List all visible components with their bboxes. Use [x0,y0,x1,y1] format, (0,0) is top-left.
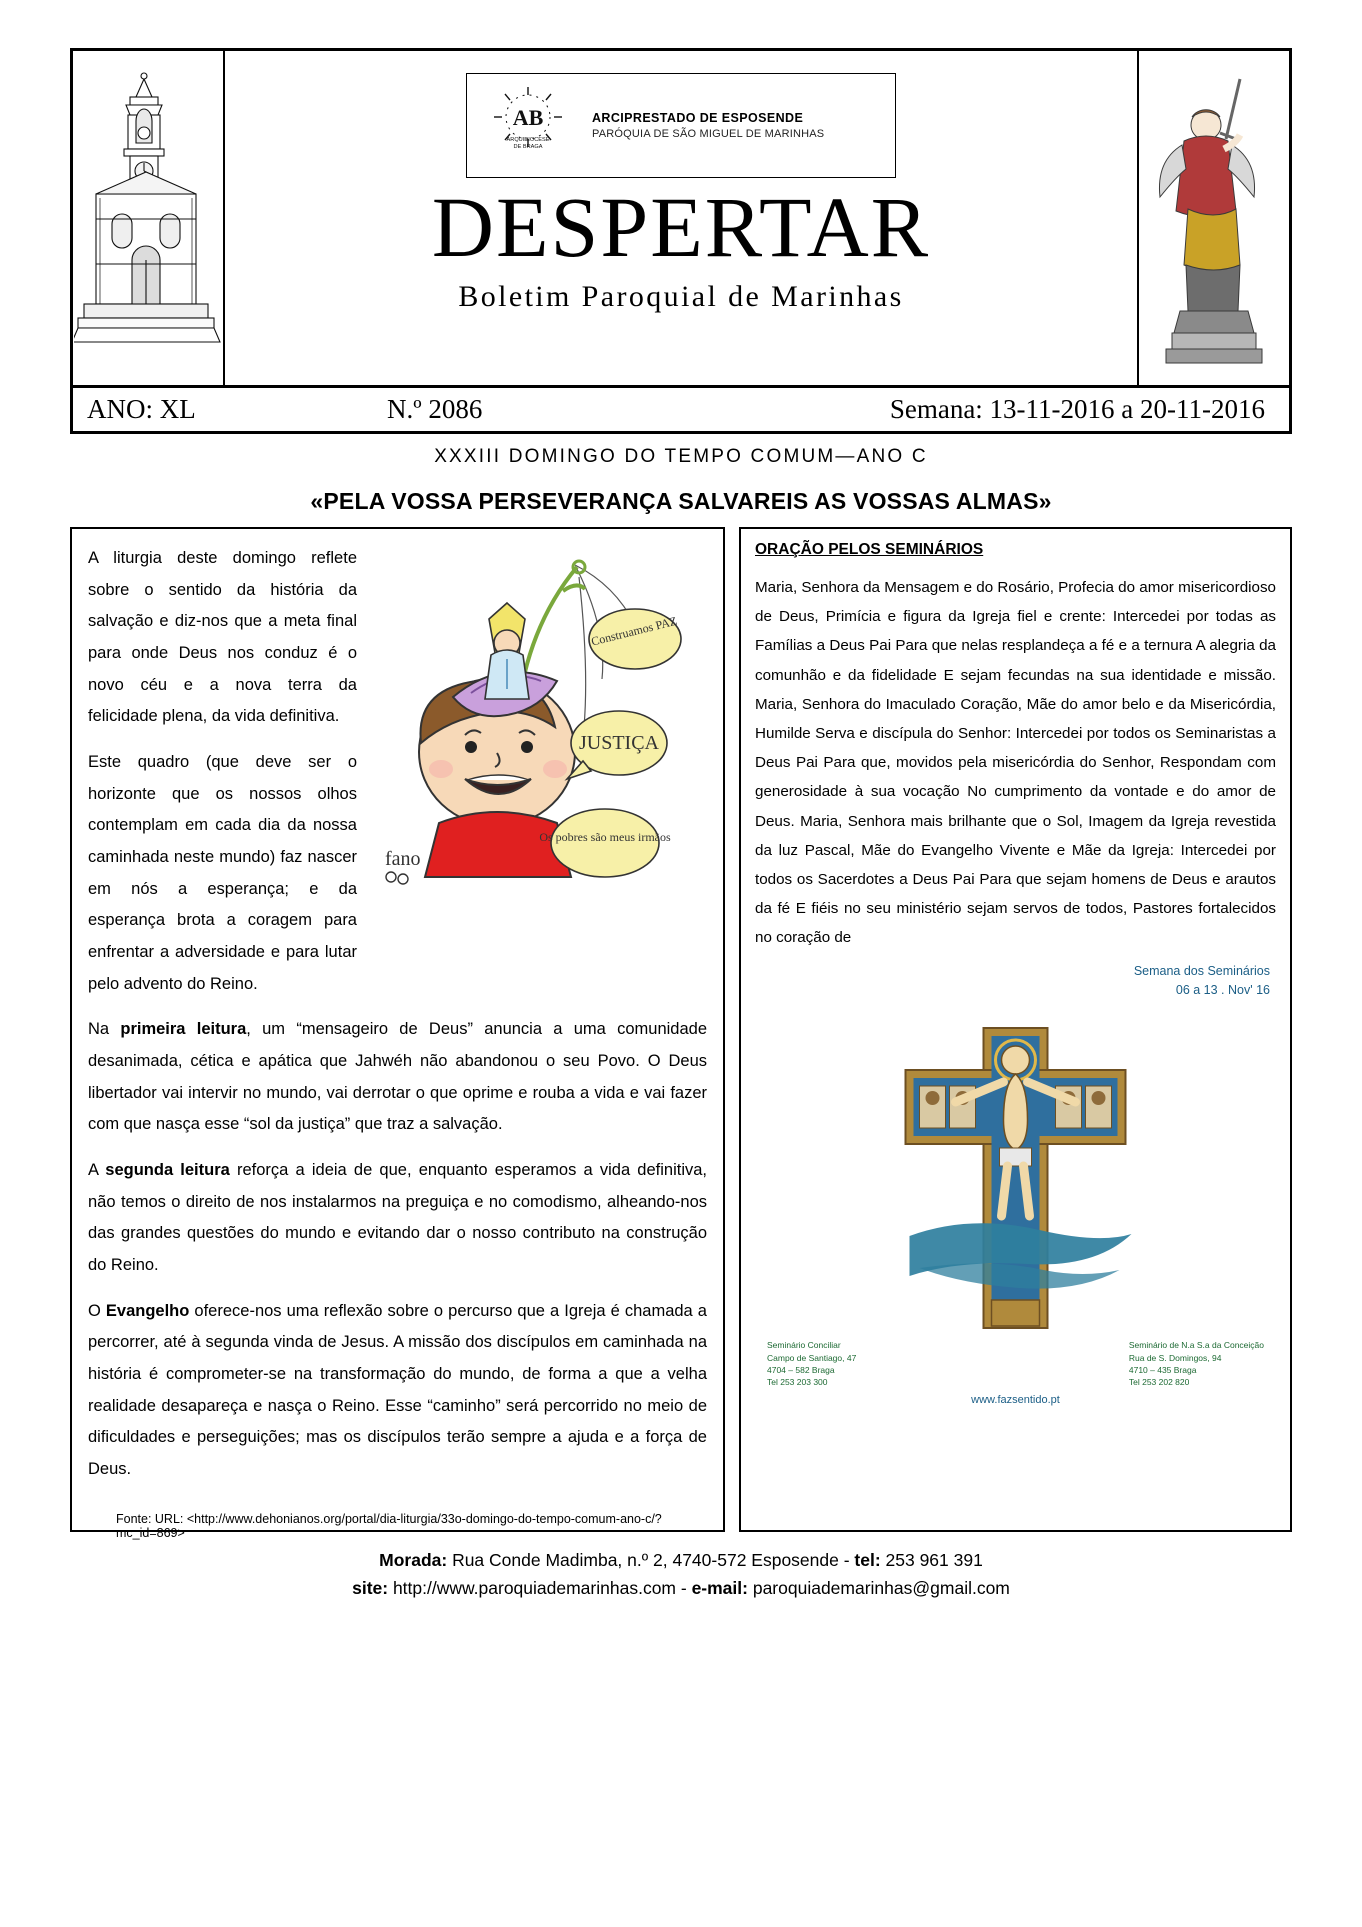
issue-year: ANO: XL [87,394,196,424]
arquidiocese-logo-icon [481,83,576,168]
poster-footer-left-2: Campo de Santiago, 47 [767,1352,857,1363]
article-column [70,527,725,1540]
p4-pre: A [88,1161,106,1180]
poster-footer-right-4: Tel 253 202 820 [1128,1377,1190,1388]
issue-week: Semana: 13-11-2016 a 20-11-2016 [889,394,1265,424]
poster-footer-left-3: 4704 – 582 Braga [767,1364,835,1375]
site-label: site: [352,1578,389,1598]
contact-footer [70,1546,1292,1602]
poster-footer-right [1129,1339,1264,1388]
lead-wrap [88,543,707,1014]
seminary-week-poster [755,962,1276,1392]
site-value: http://www.paroquiademarinhas.com - [388,1578,692,1598]
logo-text-block [592,110,824,142]
poster-header-line1: Semana dos Seminários [1133,964,1270,979]
poster-footer-left [767,1339,856,1388]
arciprestado-label: ARCIPRESTADO DE ESPOSENDE [592,110,804,125]
cartoon-illustration [367,547,707,947]
poster-footer-right-2: Rua de S. Domingos, 94 [1128,1352,1222,1363]
email-value: paroquiademarinhas@gmail.com [747,1578,1010,1598]
content-area [70,527,1292,1540]
cartoon-bubble-1: Construamos PAZ [589,613,679,649]
prayer-column [739,527,1292,1532]
masthead-left-image [73,51,225,385]
issue-bar [70,388,1292,434]
prayer-text: Maria, Senhora da Mensagem e do Rosário, Profecia do amor misericordioso de Deus, Primícia e figura da Igreja fiel e crente: Intercedei por todas as Famílias a Deus Pai Para que nelas resplandeça a fé e a ternura A alegria da comunhão e da fidelidade E sejam fecundas na sua identidade e missão. Maria, Senhora do Imaculado Coração, Mãe do amor belo e da Misericórdia, Humilde Serva e discípula do Senhor: Intercedei por todos os Seminaristas a Deus Pai Para que, movidos pela misericórdia do Senhor, Respondam com generosidade à sua vocação No cumprimento da vontade e do amor de Deus. Maria, Senhora mais brilhante que o Sol, Imagem da Igreja revestida da luz Pascal, Mãe do Evangelho Vivente e Mãe da Igreja: Intercedei por todos os Sacerdotes a Deus Pai Para que sejam homens de Deus e arautos da fé E fiéis no seu ministério sejam servos de todos, Pastores fortalecidos no coração de [755,579,1276,947]
lead-paragraph: A liturgia deste domingo reflete sobre o sentido da história da salvação e diz-nos que a meta final para onde Deus nos conduz é o novo céu e a nova terra da felicidade plena, da vida definitiva. [88,549,357,726]
saint-michael-illustration [1144,69,1284,369]
logo-mark-sub1: ARQUIDIOCESE [506,137,550,143]
church-illustration [74,59,222,369]
liturgical-sunday-line: XXXIII DOMINGO DO TEMPO COMUM—ANO C [434,446,928,467]
tel-label: tel: [854,1550,881,1570]
poster-footer-left-1: Seminário Conciliar [767,1340,841,1351]
publication-subtitle: Boletim Paroquial de Marinhas [458,280,904,313]
page-title: «PELA VOSSA PERSEVERANÇA SALVAREIS AS VOSSAS ALMAS» [310,488,1052,514]
masthead-center [225,51,1137,385]
paroquia-label: PARÓQUIA DE SÃO MIGUEL DE MARINHAS [592,127,825,140]
poster-website: www.fazsentido.pt [971,1394,1060,1407]
p3-bold: primeira leitura [120,1020,247,1039]
poster-header [755,962,1276,1000]
poster-footer [755,1339,1276,1388]
crucifix-illustration [755,1000,1276,1360]
footer-line-2 [70,1574,1292,1602]
email-label: e-mail: [691,1578,748,1598]
cartoon-signature: fano [385,848,421,870]
p5-pre: O [88,1301,106,1320]
morada-value: Rua Conde Madimba, n.º 2, 4740-572 Esposende - [447,1550,855,1570]
paragraph-gospel [88,1296,707,1486]
p4-post: reforça a ideia de que, enquanto esperamos a vida definitiva, não temos o direito de nos instalarmos na preguiça e no comodismo, alheando-nos das grandes questões do mundo e evitando dar o nosso contributo na construção do Reino. [88,1161,708,1275]
p4-bold: segunda leitura [105,1161,230,1180]
publication-title: DESPERTAR [431,179,931,275]
morada-label: Morada: [379,1550,448,1570]
logo-mark-sub2: DE BRAGA [513,144,543,150]
p3-post: , um “mensageiro de Deus” anuncia a uma comunidade desanimada, cética e apática que Jahwéh não abandonou o seu Povo. O Deus libertador vai intervir no mundo, vai derrotar o que oprime e rouba a vida e vai fazer com que nasça esse “sol da justiça” que traz a salvação. [88,1020,707,1134]
prayer-title: ORAÇÃO PELOS SEMINÁRIOS [755,541,984,558]
diocese-logo-box [466,73,896,178]
footer-line-1 [70,1546,1292,1574]
source-citation: Fonte: URL: <http://www.dehonianos.org/portal/dia-liturgia/33o-domingo-do-tempo-comum-ano-c/?mc_id=869> [116,1511,662,1540]
lead-paragraph-2: Este quadro (que deve ser o horizonte que os nossos olhos contemplam em cada dia da nossa caminhada neste mundo) faz nascer em nós a esperança; e da esperança brota a coragem para enfrentar a adversidade e para lutar pelo advento do Reino. [88,753,357,993]
poster-header-line2: 06 a 13 . Nov' 16 [1175,983,1270,998]
p5-post: oferece-nos uma reflexão sobre o percurso que a Igreja é chamada a percorrer, até à segunda vinda de Jesus. A missão dos discípulos em caminhada na história é comprometer-se na transformação do mundo, de forma a que a velha realidade desapareça e nasça o Reino. Esse “caminho” será percorrido no meio de dificuldades e perseguições; mas os discípulos terão sempre a ajuda e a força de Deus. [88,1301,707,1479]
tel-value: 253 961 391 [880,1550,983,1570]
poster-footer-right-1: Seminário de N.a S.a da Conceição [1128,1340,1264,1351]
cartoon-bubble-2: JUSTIÇA [578,732,660,754]
masthead [70,48,1292,388]
poster-footer-left-4: Tel 253 203 300 [767,1377,828,1388]
paragraph-first-reading [88,1014,707,1141]
poster-footer-right-3: 4710 – 435 Braga [1128,1364,1197,1375]
paragraph-second-reading [88,1155,707,1282]
issue-number: N.º 2086 [387,394,483,424]
p3-pre: Na [88,1020,121,1039]
p5-bold: Evangelho [105,1301,190,1320]
svg-text:AB: AB [512,105,544,130]
cartoon-bubble-3: Os pobres são meus irmãos [539,830,671,844]
masthead-right-image [1137,51,1289,385]
